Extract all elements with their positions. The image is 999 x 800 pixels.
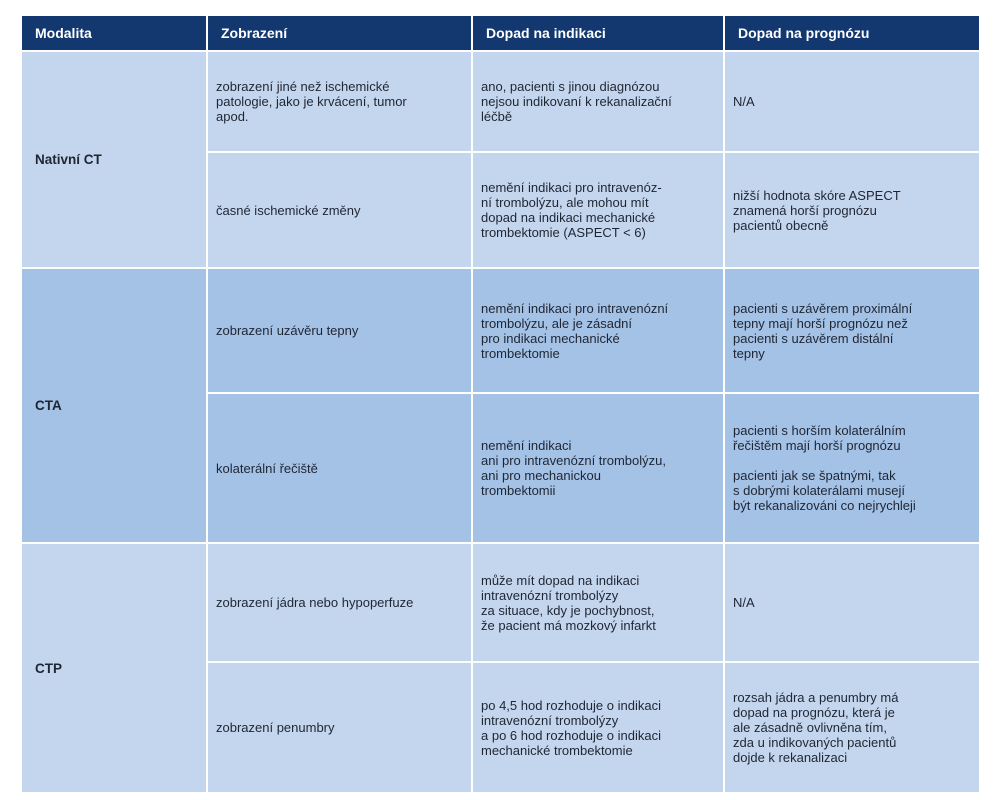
- cell-line: apod.: [216, 109, 249, 124]
- zobrazeni-cell: [207, 152, 472, 268]
- cell-line: ní trombolýzu, ale mohou mít: [481, 195, 649, 210]
- cell-line: léčbě: [481, 109, 513, 124]
- cell-line: trombektomie: [481, 345, 560, 361]
- cell-line: tepny: [733, 345, 765, 361]
- cell-line: nižší hodnota skóre ASPECT: [733, 187, 901, 203]
- cell-line: zobrazení uzávěru tepny: [216, 323, 359, 338]
- prognoza-cell: [724, 543, 980, 662]
- cell-line: ani pro mechanickou: [481, 468, 601, 483]
- cell-line: nejsou indikovaní k rekanalizační: [481, 94, 672, 109]
- prognoza-cell: [724, 662, 980, 793]
- header-dopad-na-prognozu: Dopad na prognózu: [724, 15, 980, 51]
- table-header-row: [21, 15, 980, 51]
- cell-line: nemění indikaci pro intravenózní: [481, 300, 669, 316]
- cell-line: tepny mají horší prognózu než: [733, 315, 908, 331]
- header-dopad-na-indikaci: Dopad na indikaci: [472, 15, 724, 51]
- cell-line: pacienti jak se špatnými, tak: [733, 468, 896, 483]
- cell-line: intravenózní trombolýzy: [481, 587, 619, 603]
- cell-line: patologie, jako je krvácení, tumor: [216, 94, 407, 109]
- cell-line: pacienti s horším kolaterálním: [733, 423, 906, 438]
- cell-line: dopad na prognózu, která je: [733, 705, 895, 720]
- table-row: [21, 543, 980, 662]
- cell-line: nemění indikaci: [481, 438, 572, 453]
- cell-line: ani pro intravenózní trombolýzu,: [481, 453, 666, 468]
- cell-line: řečištěm mají horší prognózu: [733, 438, 901, 453]
- cell-line: pro indikaci mechanické: [481, 330, 620, 346]
- prognoza-cell: [724, 393, 980, 543]
- cell-line: pacientů obecně: [733, 217, 829, 233]
- indikace-cell: [472, 152, 724, 268]
- imaging-modalities-table: [20, 14, 981, 794]
- modality-cell: CTA: [21, 268, 207, 543]
- cell-line: znamená horší prognózu: [733, 202, 877, 218]
- cell-line: a po 6 hod rozhoduje o indikaci: [481, 727, 661, 743]
- cell-line: nemění indikaci pro intravenóz-: [481, 180, 662, 195]
- indikace-cell: [472, 662, 724, 793]
- zobrazeni-cell: [207, 543, 472, 662]
- cell-line: ale zásadně ovlivněna tím,: [733, 720, 887, 735]
- paragraph-gap: [733, 453, 971, 468]
- header-zobrazeni: Zobrazení: [207, 15, 472, 51]
- cell-line: zobrazení jádra nebo hypoperfuze: [216, 595, 414, 610]
- indikace-cell: [472, 393, 724, 543]
- cell-line: dopad na indikaci mechanické: [481, 210, 656, 225]
- cell-line: trombektomii: [481, 483, 556, 498]
- cell-line: může mít dopad na indikaci: [481, 572, 640, 588]
- cell-line: pacienti s uzávěrem proximální: [733, 300, 913, 316]
- cell-line: mechanické trombektomie: [481, 742, 633, 758]
- cell-line: ano, pacienti s jinou diagnózou: [481, 79, 660, 94]
- prognoza-cell: [724, 51, 980, 152]
- cell-line: časné ischemické změny: [216, 202, 361, 218]
- zobrazeni-cell: [207, 393, 472, 543]
- cell-line: zda u indikovaných pacientů: [733, 735, 897, 750]
- zobrazeni-cell: [207, 268, 472, 393]
- indikace-cell: [472, 268, 724, 393]
- modality-cell: CTP: [21, 543, 207, 793]
- cell-line: pacienti s uzávěrem distální: [733, 330, 894, 346]
- cell-line: zobrazení jiné než ischemické: [216, 79, 390, 94]
- cell-line: být rekanalizováni co nejrychleji: [733, 498, 916, 513]
- zobrazeni-cell: [207, 51, 472, 152]
- cell-line: kolaterální řečiště: [216, 460, 318, 476]
- cell-line: s dobrými kolaterálami musejí: [733, 483, 905, 498]
- cell-line: N/A: [733, 94, 755, 109]
- table-row: [21, 51, 980, 152]
- cell-line: intravenózní trombolýzy: [481, 712, 619, 728]
- cell-line: za situace, kdy je pochybnost,: [481, 602, 655, 618]
- indikace-cell: [472, 543, 724, 662]
- cell-line: dojde k rekanalizaci: [733, 750, 848, 765]
- cell-line: trombektomie (ASPECT < 6): [481, 225, 646, 240]
- cell-line: rozsah jádra a penumbry má: [733, 690, 899, 705]
- prognoza-cell: [724, 152, 980, 268]
- modality-cell: Nativní CT: [21, 51, 207, 268]
- cell-line: trombolýzu, ale je zásadní: [481, 315, 633, 331]
- cell-line: po 4,5 hod rozhoduje o indikaci: [481, 697, 661, 713]
- indikace-cell: [472, 51, 724, 152]
- header-modalita: Modalita: [21, 15, 207, 51]
- cell-line: zobrazení penumbry: [216, 720, 335, 735]
- table-row: [21, 268, 980, 393]
- zobrazeni-cell: [207, 662, 472, 793]
- cell-line: že pacient má mozkový infarkt: [481, 617, 656, 633]
- cell-line: N/A: [733, 595, 755, 610]
- prognoza-cell: [724, 268, 980, 393]
